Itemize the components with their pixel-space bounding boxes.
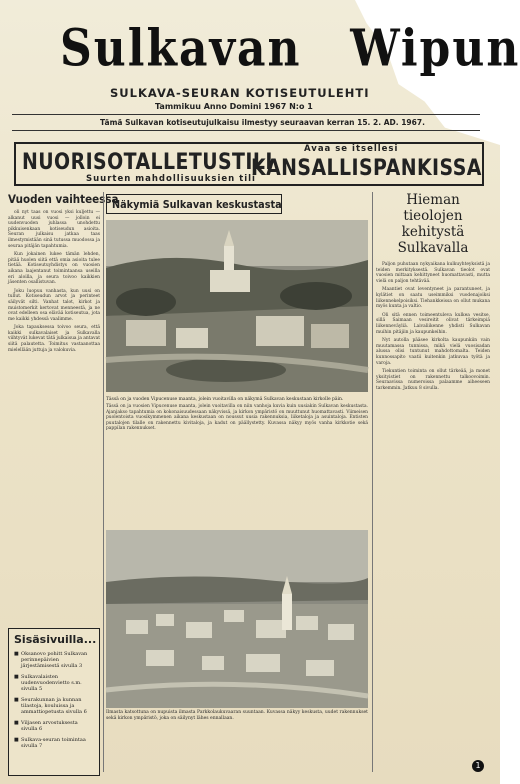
right-article-body — [376, 262, 490, 391]
issue-line: Tammikuu Anno Domini 1967 N:o 1 — [155, 102, 313, 111]
left-article-paragraph: Kun jokainen lukee tämän lehden, pitää huolen siitä että omia asioita tulee tietää. Kotiseutuyhdistys on vuosien aikana laajentanut toimintaansa useilla eri aloilla, ja seura toivoo kaikkien jäsenten osallistuvan. — [8, 252, 100, 286]
contents-box — [8, 628, 100, 776]
ad-left-title: NUORISOTALLETUSTILI — [22, 150, 273, 175]
bank-advertisement — [14, 142, 484, 186]
left-article — [8, 192, 119, 622]
masthead-title-left: Sulkavan — [60, 19, 302, 79]
column-rule — [103, 192, 104, 772]
contents-item: ■ Sulkavalaisten uudenvuodenvietto s.m. sivulla 5 — [14, 674, 94, 692]
masthead-subtitle: SULKAVA-SEURAN KOTISEUTULEHTI — [110, 86, 370, 100]
right-article-paragraph: Oli sitä ennen toimeentuleva kulkea vesitse, sillä Saimaan vesireitit olivat tärkeimpiä liikenneväyliä. Laivaliikenne yhdisti Sulkavan muihin pitäjiin ja kaupunkeihin. — [376, 312, 490, 335]
divider — [12, 130, 480, 131]
right-article-paragraph: Tiekuntien toiminta on ollut tärkeää, ja monet yksityistiet on rakennettu talkoovoimin. Seuraavissa numeroissa palaamme aiheeseen tarkemmin. Jatkuu 8 sivulla. — [376, 369, 490, 391]
right-article-paragraph: Nyt autolla pääsee kirkolta kaupunkiin vain muutamassa tunnissa, mikä vielä vuosisadan alussa olisi tuntunut mahdottomalta. Teiden kunnossapito vaatii kuitenkin jatkuvaa työtä ja varoja. — [376, 338, 490, 366]
contents-item: ■ Sulkava-seuran toimintaa sivulla 7 — [14, 737, 94, 749]
left-article-paragraph: Joku luopuu vanhasta, kun uusi on tullut. Kotiseudun arvot ja perinteet säilyvät silti. Vanhat talot, kirkot ja muistomerkit kertovat menneestä, ja ne ovat edelleen osa elävää kotiseutua, jota me kaikki yhdessä vaalimme. — [8, 288, 100, 322]
town-photo-image — [106, 220, 368, 392]
masthead-title — [60, 19, 520, 87]
left-article-body — [8, 210, 100, 353]
divider — [12, 114, 480, 115]
aerial-photo-image — [106, 530, 368, 708]
right-article-paragraph: Paljon puhutaan nykyaikana kulkuyhteyksistä ja teiden merkityksestä. Sulkavan tieolot ovat vuosien mittaan kehittyneet huomattavasti, mutta vielä on paljon tehtävää. — [376, 262, 490, 284]
ad-right-title: KANSALLISPANKISSA — [251, 156, 482, 181]
left-article-paragraph: oli nyt taas on vuosi yksi kuljettu — alkanut uusi vuosi — jolloin ei uudenvuoden juhlassa unohdettu pikkuisenkaan kotiseudun asioita. Seuran julkaisu jatkaa taas ilmestymistään sinä tutussa muodossa ja seuraa pitäjän tapahtumia. — [8, 210, 100, 249]
left-article-paragraph: Joka tapauksessa toivoo seura, että kaikki sulkavalaiset ja Sulkavalla viihtyvät lukevat tätä julkaisua ja antavat siitä palautetta. Toimitus vastaanottaa mielellään juttuja ja valokuvia. — [8, 325, 100, 353]
contents-item: ■ Viljasen arvostuksesta sivulla 6 — [14, 720, 94, 732]
aerial-photo — [106, 530, 368, 708]
contents-item: ■ Oksanovo pohitt Sulkavan perinnepäivien järjestämisestä sivulla 3 — [14, 651, 94, 669]
photo1-caption: Tässä on ja vuoden Vipucenuse maanta, jolein vuoitavilla on näkymä Sulkavan keskustaan kirkolle päin. — [106, 397, 344, 402]
town-photo — [106, 220, 368, 392]
center-heading: Näkymiä Sulkavan keskustasta — [112, 198, 282, 211]
column-rule — [372, 192, 373, 772]
contents-item: ■ Seurakunnan ja kunnan tilastoja, kouluissa ja ammattiopetusta sivulla 6 — [14, 697, 94, 715]
right-article — [376, 192, 490, 394]
right-article-paragraph: Maantiet ovat leventyneet ja parantuneet, ja kylätiet on saatu useimmiksi vuodenajoiksi liikennekelpoisiksi. Tiehankkeissa on ollut mukana myös kunta ja valtio. — [376, 287, 490, 310]
ad-right-tagline: Avaa se itsellesi — [304, 144, 399, 154]
contents-title: Sisäsivuilla... — [14, 633, 97, 646]
masthead-title-right: Wipun — [350, 19, 520, 79]
distribution-note: Tämä Sulkavan kotiseutujulkaisu ilmestyy seuraavan kerran 15. 2. AD. 1967. — [100, 118, 425, 127]
left-article-heading: Vuoden vaihteessa — [8, 192, 119, 206]
page-number: 1 — [472, 760, 484, 772]
ad-left-subtitle: Suurten mahdollisuuksien tili — [86, 174, 256, 184]
photo2-caption: Ilmasta katsottuna on nupuista ilmasta Parkkolaukuvaaran suuntaan. Kuvassa näkyy keskusta, uudet rakennukset sekä kirkon ympäristö, joka on säilynyt lähes ennallaan. — [106, 710, 368, 721]
center-story: Tässä on ja vuosien Vipucenuse maanta, jolein vuoitavilla on niin vanhoja kuvia kuin uusiakin Sulkavan keskustasta. Ajanjakso tapahtumia on kokonaisuudessaan näkyvissä, ja kirkon ympäristö on muuttunut huomattavasti. Viimeisen puolentoista vuosikymmenen aikana keskustaan on noussut uusia rakennuksia, liiketaloja ja asuintaloja. Entisten puutalojen tilalle on rakennettu kivitaloja, ja kadut on päällystetty. Kuvassa näkyy myös vanha kirkkotie sekä pappilan rakennukset. — [106, 404, 368, 432]
right-article-heading: Hieman tieolojen kehitystä Sulkavalla — [397, 192, 469, 256]
contents-list — [14, 651, 94, 749]
